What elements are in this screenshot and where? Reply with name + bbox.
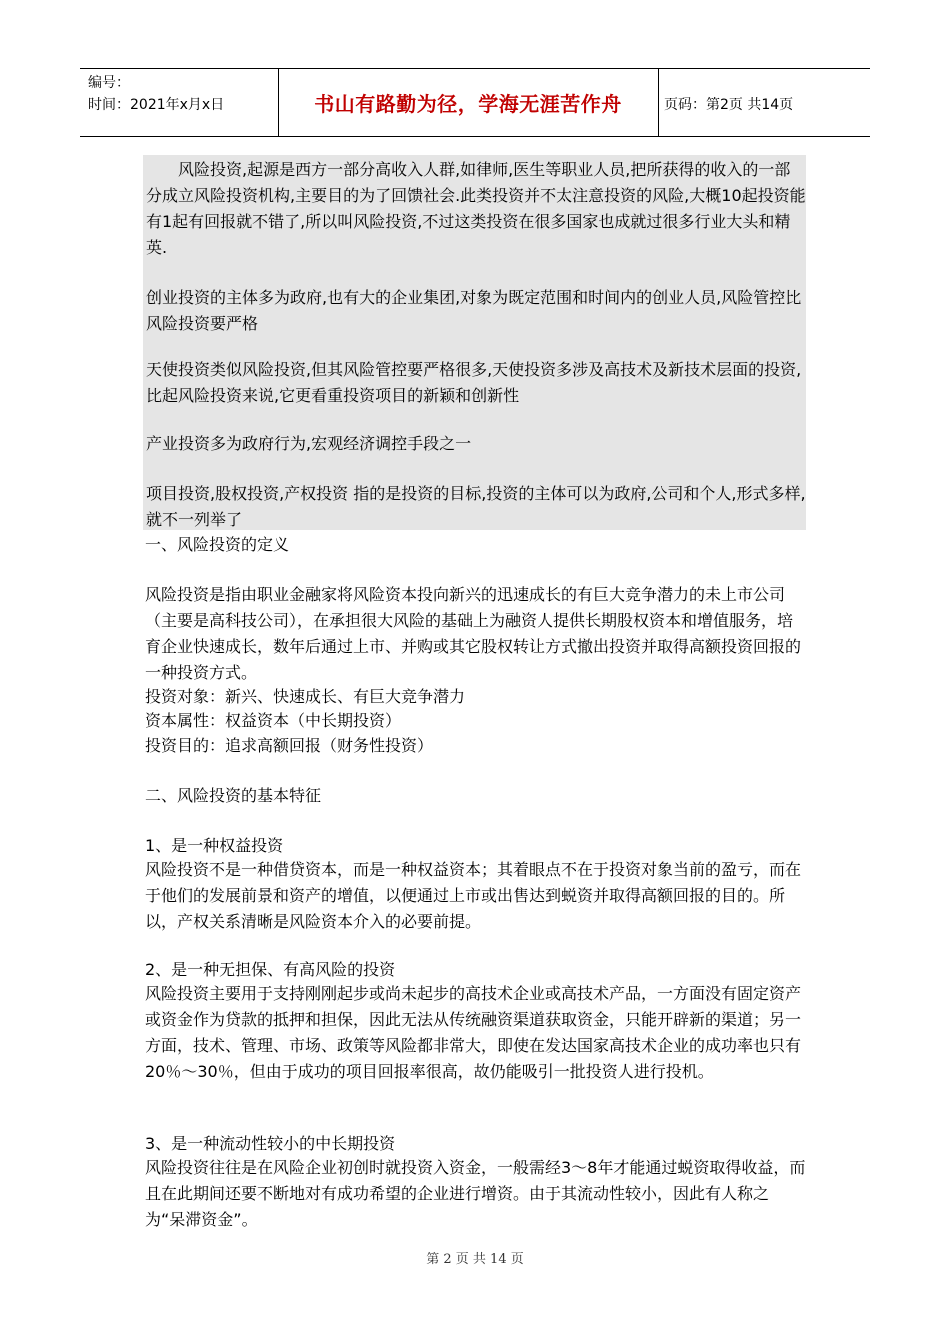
section1-investment-object: 投资对象：新兴、快速成长、有巨大竞争潜力 <box>145 687 466 706</box>
intro-paragraph-industry: 产业投资多为政府行为,宏观经济调控手段之一 <box>146 434 472 453</box>
intro-paragraph-startup: 创业投资的主体多为政府,也有大的企业集团,对象为既定范围和时间内的创业人员,风险管控比风险投资要严格 <box>146 288 802 333</box>
header-motto: 书山有路勤为径，学海无涯苦作舟 <box>314 92 622 116</box>
feature3-title: 3、是一种流动性较小的中长期投资 <box>145 1134 396 1153</box>
feature3-text: 风险投资往往是在风险企业初创时就投资入资金，一般需经3～8年才能通过蜕资取得收益，而且在此期间还要不断地对有成功希望的企业进行增资。由于其流动性较小，因此有人称之为“呆滞资金”。 <box>145 1158 806 1229</box>
intro-paragraph-angel: 天使投资类似风险投资,但其风险管控要严格很多,天使投资多涉及高技术及新技术层面的投资,比起风险投资来说,它更看重投资项目的新颖和创新性 <box>146 360 802 405</box>
page-footer: 第 2 页 共 14 页 <box>426 1252 524 1267</box>
section1-heading: 一、风险投资的定义 <box>145 535 290 554</box>
header-bottom-rule <box>80 136 870 137</box>
intro-paragraph-venture: 风险投资,起源是西方一部分高收入人群,如律师,医生等职业人员,把所获得的收入的一部分成立风险投资机构,主要目的为了回馈社会.此类投资并不太注意投资的风险,大概10起投资能有1起有回报就不错了,所以叫风险投资,不过这类投资在很多国家也成就过很多行业大头和精英. <box>146 160 806 257</box>
section1-capital-attribute: 资本属性：权益资本（中长期投资） <box>145 711 402 730</box>
header-top-rule <box>80 68 870 69</box>
intro-paragraph-project: 项目投资,股权投资,产权投资 指的是投资的目标,投资的主体可以为政府,公司和个人,形式多样,就不一列举了 <box>146 484 806 529</box>
intro-highlight-block <box>143 155 806 530</box>
section1-investment-purpose: 投资目的：追求高额回报（财务性投资） <box>145 736 434 755</box>
header-page-info: 页码：第2页 共14页 <box>664 97 794 113</box>
document-date: 时间：2021年x月x日 <box>88 97 225 113</box>
section2-heading: 二、风险投资的基本特征 <box>145 786 322 805</box>
section1-definition: 风险投资是指由职业金融家将风险资本投向新兴的迅速成长的有巨大竞争潜力的未上市公司（主要是高科技公司），在承担很大风险的基础上为融资人提供长期股权资本和增值服务，培育企业快速成长，数年后通过上市、并购或其它股权转让方式撤出投资并取得高额投资回报的一种投资方式。 <box>145 585 802 682</box>
feature1-title: 1、是一种权益投资 <box>145 836 284 855</box>
document-number-label: 编号： <box>88 75 130 91</box>
header-left-cell <box>88 72 224 116</box>
header-divider-right <box>658 68 659 136</box>
feature2-text: 风险投资主要用于支持刚刚起步或尚未起步的高技术企业或高技术产品，一方面没有固定资产或资金作为贷款的抵押和担保，因此无法从传统融资渠道获取资金，只能开辟新的渠道；另一方面，技术、管理、市场、政策等风险都非常大，即使在发达国家高技术企业的成功率也只有20％～30％，但由于成功的项目回报率很高，故仍能吸引一批投资人进行投机。 <box>145 984 802 1081</box>
feature2-title: 2、是一种无担保、有高风险的投资 <box>145 960 396 979</box>
feature1-text: 风险投资不是一种借贷资本，而是一种权益资本；其着眼点不在于投资对象当前的盈亏，而在于他们的发展前景和资产的增值，以便通过上市或出售达到蜕资并取得高额回报的目的。所以，产权关系清晰是风险资本介入的必要前提。 <box>145 860 802 931</box>
